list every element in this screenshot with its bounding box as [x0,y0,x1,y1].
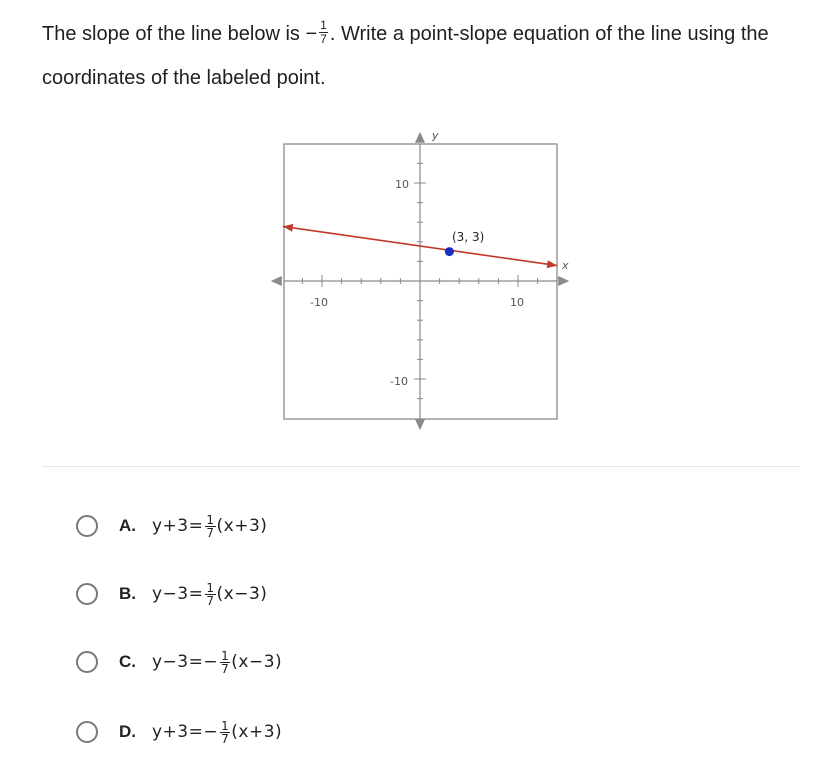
choice-d-den: 7 [221,731,230,746]
radio-d[interactable] [76,721,98,743]
choice-d-fraction [220,720,230,745]
choice-b-rhs: (x−3) [216,584,268,604]
x-axis-arrow-left [271,276,282,286]
slope-numerator: 1 [320,18,327,33]
choice-c-sign: − [203,652,219,672]
y-axis-label: y [432,129,439,142]
choice-c-rhs: (x−3) [231,652,283,672]
choice-b-equation [152,582,267,607]
question-prefix: The slope of the line below is − [42,23,318,45]
labeled-point [445,247,454,256]
x-axis-label: x [562,259,569,272]
choice-c-lhs: y−3= [152,652,204,672]
choice-d-lhs: y+3= [152,722,204,742]
choice-b-den: 7 [206,593,215,608]
choice-c-den: 7 [221,661,230,676]
point-label: (3, 3) [452,230,485,244]
choice-d-letter: D. [119,722,136,741]
question-text [42,12,802,100]
choice-a-den: 7 [206,525,215,540]
x-axis-arrow-right [558,276,569,286]
choice-c[interactable] [76,644,282,680]
y-axis-arrow-down [415,419,425,430]
choice-a-letter: A. [119,516,136,535]
x-tick-label-neg: -10 [310,296,328,309]
choice-b[interactable] [76,576,267,612]
choice-d-rhs: (x+3) [231,722,283,742]
choice-b-lhs: y−3= [152,584,204,604]
x-tick-label-pos: 10 [510,296,524,309]
coordinate-graph [268,126,578,436]
choice-b-num: 1 [206,580,215,595]
slope-denominator: 7 [320,32,327,47]
question-suffix: . Write a point-slope equation of the line using the coordinates of the labeled point. [42,23,769,89]
choice-c-num: 1 [221,648,230,663]
radio-c[interactable] [76,651,98,673]
choice-c-equation [152,650,282,675]
choice-b-letter: B. [119,584,136,603]
choice-a-equation [152,514,267,539]
choice-a-lhs: y+3= [152,516,204,536]
choice-c-letter: C. [119,652,136,671]
y-axis-arrow-up [415,132,425,143]
y-tick-label-neg: -10 [390,375,408,388]
choice-a-num: 1 [206,512,215,527]
radio-b[interactable] [76,583,98,605]
y-tick-label-pos: 10 [395,178,409,191]
choice-b-fraction [205,582,215,607]
choice-d-num: 1 [221,718,230,733]
choice-c-fraction [220,650,230,675]
choice-a-rhs: (x+3) [216,516,268,536]
choice-a-fraction [205,514,215,539]
choice-d-equation [152,720,282,745]
radio-a[interactable] [76,515,98,537]
choice-d[interactable] [76,714,282,750]
divider [42,466,799,467]
choice-d-sign: − [203,722,219,742]
slope-fraction [319,19,328,46]
choice-a[interactable] [76,508,267,544]
